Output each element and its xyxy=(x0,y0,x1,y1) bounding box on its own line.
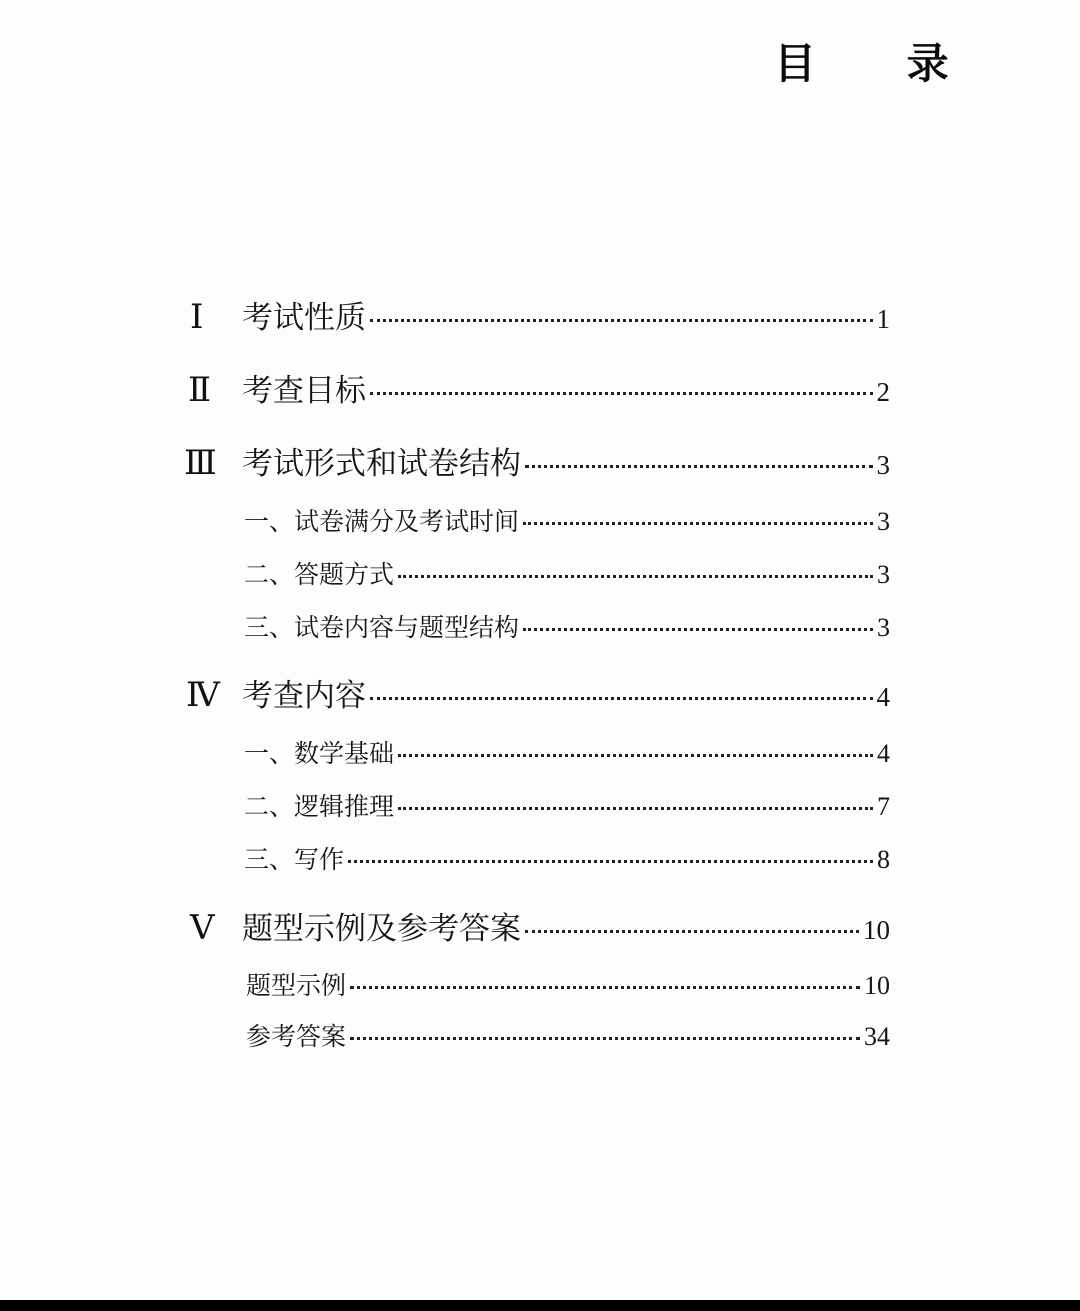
section-numeral: Ⅰ xyxy=(190,299,204,336)
page-number: 34 xyxy=(864,1022,890,1051)
dot-leader xyxy=(398,754,873,757)
dot-leader xyxy=(350,1037,860,1040)
page-number: 4 xyxy=(876,682,890,712)
subsection-title: 三、试卷内容与题型结构 xyxy=(244,613,520,642)
page-number: 10 xyxy=(864,971,890,1000)
page-number: 2 xyxy=(876,377,890,407)
dot-leader xyxy=(525,930,859,933)
subsection-title: 一、数学基础 xyxy=(244,739,395,768)
section-title: 考查目标 xyxy=(242,373,366,409)
toc-entry xyxy=(242,298,890,339)
section-title: 考试形式和试卷结构 xyxy=(242,446,521,482)
toc-entry xyxy=(242,444,890,485)
page-number: 10 xyxy=(863,915,890,945)
subsection-title: 二、答题方式 xyxy=(244,560,395,589)
section-title: 考查内容 xyxy=(242,678,366,714)
toc-entry xyxy=(244,737,890,771)
section-title: 考试性质 xyxy=(242,300,366,336)
dot-leader xyxy=(348,860,873,863)
toc-entry xyxy=(244,558,890,592)
subsection-title: 三、写作 xyxy=(244,845,345,874)
page-number: 8 xyxy=(877,845,890,874)
section-title: 题型示例及参考答案 xyxy=(242,911,521,947)
dot-leader xyxy=(370,697,873,700)
section-numeral: Ⅴ xyxy=(190,910,215,947)
subsection-title: 参考答案 xyxy=(246,1022,347,1051)
toc-entry xyxy=(244,843,890,877)
page-number: 7 xyxy=(877,792,890,821)
section-numeral: Ⅳ xyxy=(186,677,220,714)
toc-entry xyxy=(242,371,890,412)
bottom-border xyxy=(0,1300,1080,1311)
section-numeral: Ⅲ xyxy=(184,445,217,482)
toc-entry xyxy=(246,969,890,1003)
dot-leader xyxy=(523,522,873,525)
subsection-title: 一、试卷满分及考试时间 xyxy=(244,507,520,536)
page-number: 3 xyxy=(877,560,890,589)
dot-leader xyxy=(398,575,873,578)
toc-entry xyxy=(244,611,890,645)
page-number: 3 xyxy=(877,613,890,642)
dot-leader xyxy=(523,628,873,631)
page-title: 目 录 xyxy=(774,39,987,88)
page-number: 3 xyxy=(877,507,890,536)
dot-leader xyxy=(525,465,873,468)
toc-entry xyxy=(242,909,890,950)
section-numeral: Ⅱ xyxy=(188,372,212,409)
subsection-title: 题型示例 xyxy=(246,971,347,1000)
page-number: 1 xyxy=(876,304,890,334)
page-number: 4 xyxy=(877,739,890,768)
toc-entry xyxy=(244,505,890,539)
dot-leader xyxy=(350,986,860,989)
subsection-title: 二、逻辑推理 xyxy=(244,792,395,821)
dot-leader xyxy=(370,319,873,322)
dot-leader xyxy=(370,392,873,395)
toc-entry xyxy=(242,676,890,717)
toc-entry xyxy=(246,1020,890,1054)
dot-leader xyxy=(398,807,873,810)
toc-entry xyxy=(244,790,890,824)
page-number: 3 xyxy=(876,450,890,480)
